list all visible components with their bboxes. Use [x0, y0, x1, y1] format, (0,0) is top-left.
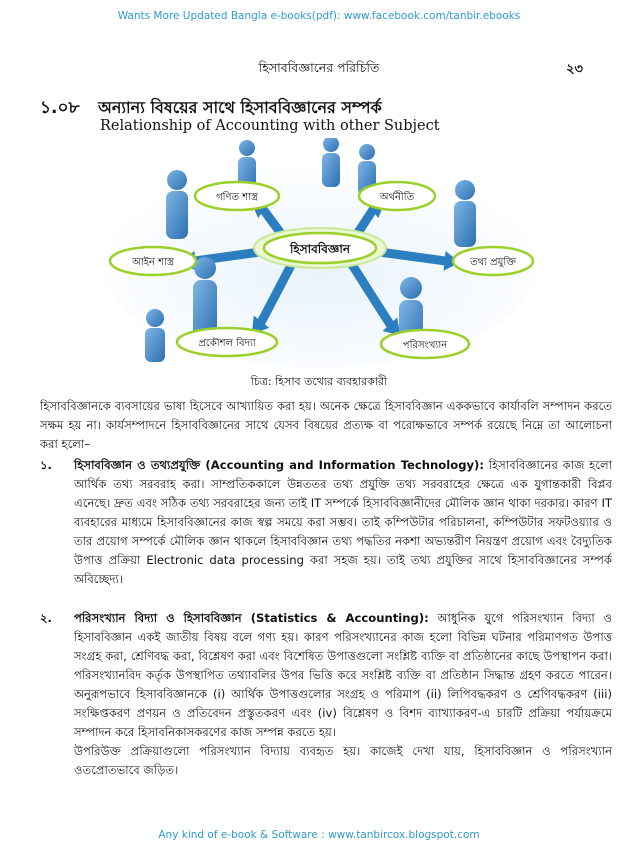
section-subtitle: Relationship of Accounting with other Subject	[100, 118, 440, 134]
list-item	[40, 609, 612, 742]
item-text: আধুনিক যুগে পরিসংখ্যান বিদ্যা ও হিসাববিজ্ঞান একই জাতীয় বিষয় বলে গণ্য হয়। কারণ পরিসংখ্যানের কাজ হলো বিভিন্ন ঘটনার পরিমাণগত উপাত্ত সংগ্রহ করা, শ্রেণিবদ্ধ করা, বিশ্লেষণ করা এবং বিশেষিত উপাত্তগুলো সংশ্লিষ্ট ব্যক্তি বা প্রতিষ্ঠানের কাছে উপস্থাপন করা। পরিসংখ্যানবিদ কর্তৃক উপস্থাপিত তথ্যাবলির উপর ভিত্তি করে সংশ্লিষ্ট ব্যক্তি বা প্রতিষ্ঠান সিদ্ধান্ত গ্রহণ করতে পারেন। অনুরূপভাবে হিসাববিজ্ঞানকে (i) আর্থিক উপাত্তগুলোর সংগ্রহ ও পরিমাপ (ii) লিপিবদ্ধকরণ ও শ্রেণিবদ্ধকরণ (iii) সংক্ষিপ্তকরণ প্রণয়ন ও প্রতিবেদন প্রস্তুতকরণ এবং (iv) বিশ্লেষণ ও বিশদ ব্যাখ্যাকরণ-এ চারটি প্রক্রিয়া পর্যায়ক্রমে সম্পাদন করে হিসাবনিকাসকরণের কাজ সম্পন্ন করতে হয়।	[74, 611, 612, 739]
item-number: ২.	[40, 611, 52, 625]
promo-banner-top: Wants More Updated Bangla e-books(pdf): www.facebook.com/tanbir.ebooks	[117, 10, 521, 22]
center-node-label: হিসাববিজ্ঞান	[289, 242, 351, 256]
page-number: ২৩	[566, 62, 583, 77]
node-label-it: তথ্য প্রযুক্তি	[470, 257, 516, 268]
node-label-law: আইন শাস্ত্র	[132, 257, 174, 268]
figure-caption: চিত্র: হিসাব তথ্যের ব্যবহারকারী	[250, 375, 388, 388]
node-label-statistics: পরিসংখ্যান	[402, 340, 448, 351]
person-icon	[166, 170, 188, 239]
node-label-engineering: প্রকৌশল বিদ্যা	[198, 338, 256, 349]
item-number: ১.	[40, 458, 52, 472]
item-heading: হিসাববিজ্ঞান ও তথ্যপ্রযুক্তি (Accounting and Information Technology):	[74, 458, 484, 472]
item-text: হিসাববিজ্ঞানের কাজ হলো আর্থিক তথ্য সরবরাহ করা। সাম্প্রতিককালে উন্নততর তথ্য প্রযুক্তি তথ্য সরবরাহের ক্ষেত্রে এক যুগান্তকারী বিপ্লব এনেছে। দ্রুত এবং সঠিক তথ্য সরবরাহের জন্য তাই IT সম্পর্কে হিসাববিজ্ঞানীদের মৌলিক জ্ঞান থাকা দরকার। কারণ IT ব্যবহারের মাধ্যমে হিসাববিজ্ঞানের কাজ স্বল্প সময়ে করা সম্ভব। তাই কম্পিউটার পরিচালনা, কম্পিউটার সফটওয়্যার ও তার প্রয়োগ সম্পর্কে মৌলিক জ্ঞান থাকলে হিসাববিজ্ঞান তথ্য পদ্ধতির নকশা অভ্যন্তরীণ নিয়ন্ত্রণ প্রয়োগ এবং বৈদ্যুতিক উপাত্ত প্রক্রিয়া Electronic data processing করা সহজ হয়। তাই তথ্য প্রযুক্তির সাথে হিসাববিজ্ঞানের সম্পর্ক অবিচ্ছেদ্য।	[74, 458, 612, 586]
node-statistics	[381, 330, 469, 358]
person-icon	[193, 257, 217, 338]
node-label-math: গণিত শাস্ত্র	[216, 192, 258, 203]
section-title: অন্যান্য বিষয়ের সাথে হিসাববিজ্ঞানের সম্পর্ক	[98, 98, 382, 117]
section-number: ১.০৮	[40, 98, 80, 118]
item-heading: পরিসংখ্যান বিদ্যা ও হিসাববিজ্ঞান (Statistics & Accounting):	[74, 611, 429, 625]
intro-paragraph: হিসাববিজ্ঞানকে ব্যবসায়ের ভাষা হিসেবে আখ্যায়িত করা হয়। অনেক ক্ষেত্রে হিসাববিজ্ঞান এককভাবে কার্যাবলি সম্পাদন করতে সক্ষম হয় না। কার্যসম্পাদনে হিসাববিজ্ঞানের সাথে যেসব বিষয়ের প্রত্যক্ষ বা পরোক্ষভাবে সম্পর্ক রয়েছে নিম্নে তা আলোচনা করা হলো–	[40, 399, 612, 451]
running-header: হিসাববিজ্ঞানের পরিচিতি	[258, 60, 380, 75]
person-icon	[145, 309, 165, 362]
accounting-relationship-figure	[105, 138, 535, 368]
node-economics	[359, 182, 435, 210]
node-it	[453, 247, 533, 275]
node-engineering	[177, 328, 277, 356]
node-law	[110, 247, 196, 275]
person-icon	[322, 138, 340, 187]
closing-paragraph: উপরিউক্ত প্রক্রিয়াগুলো পরিসংখ্যান বিদ্যায় ব্যবহৃত হয়। কাজেই দেখা যায়, হিসাববিজ্ঞান ও পরিসংখ্যান ওতপ্রোতভাবে জড়িত।	[74, 744, 612, 777]
node-math	[195, 182, 279, 210]
promo-banner-bottom: Any kind of e-book & Software : www.tanbircox.blogspot.com	[158, 829, 480, 841]
node-label-economics: অর্থনীতি	[379, 192, 415, 203]
list-item	[40, 456, 612, 589]
person-icon	[454, 180, 476, 247]
